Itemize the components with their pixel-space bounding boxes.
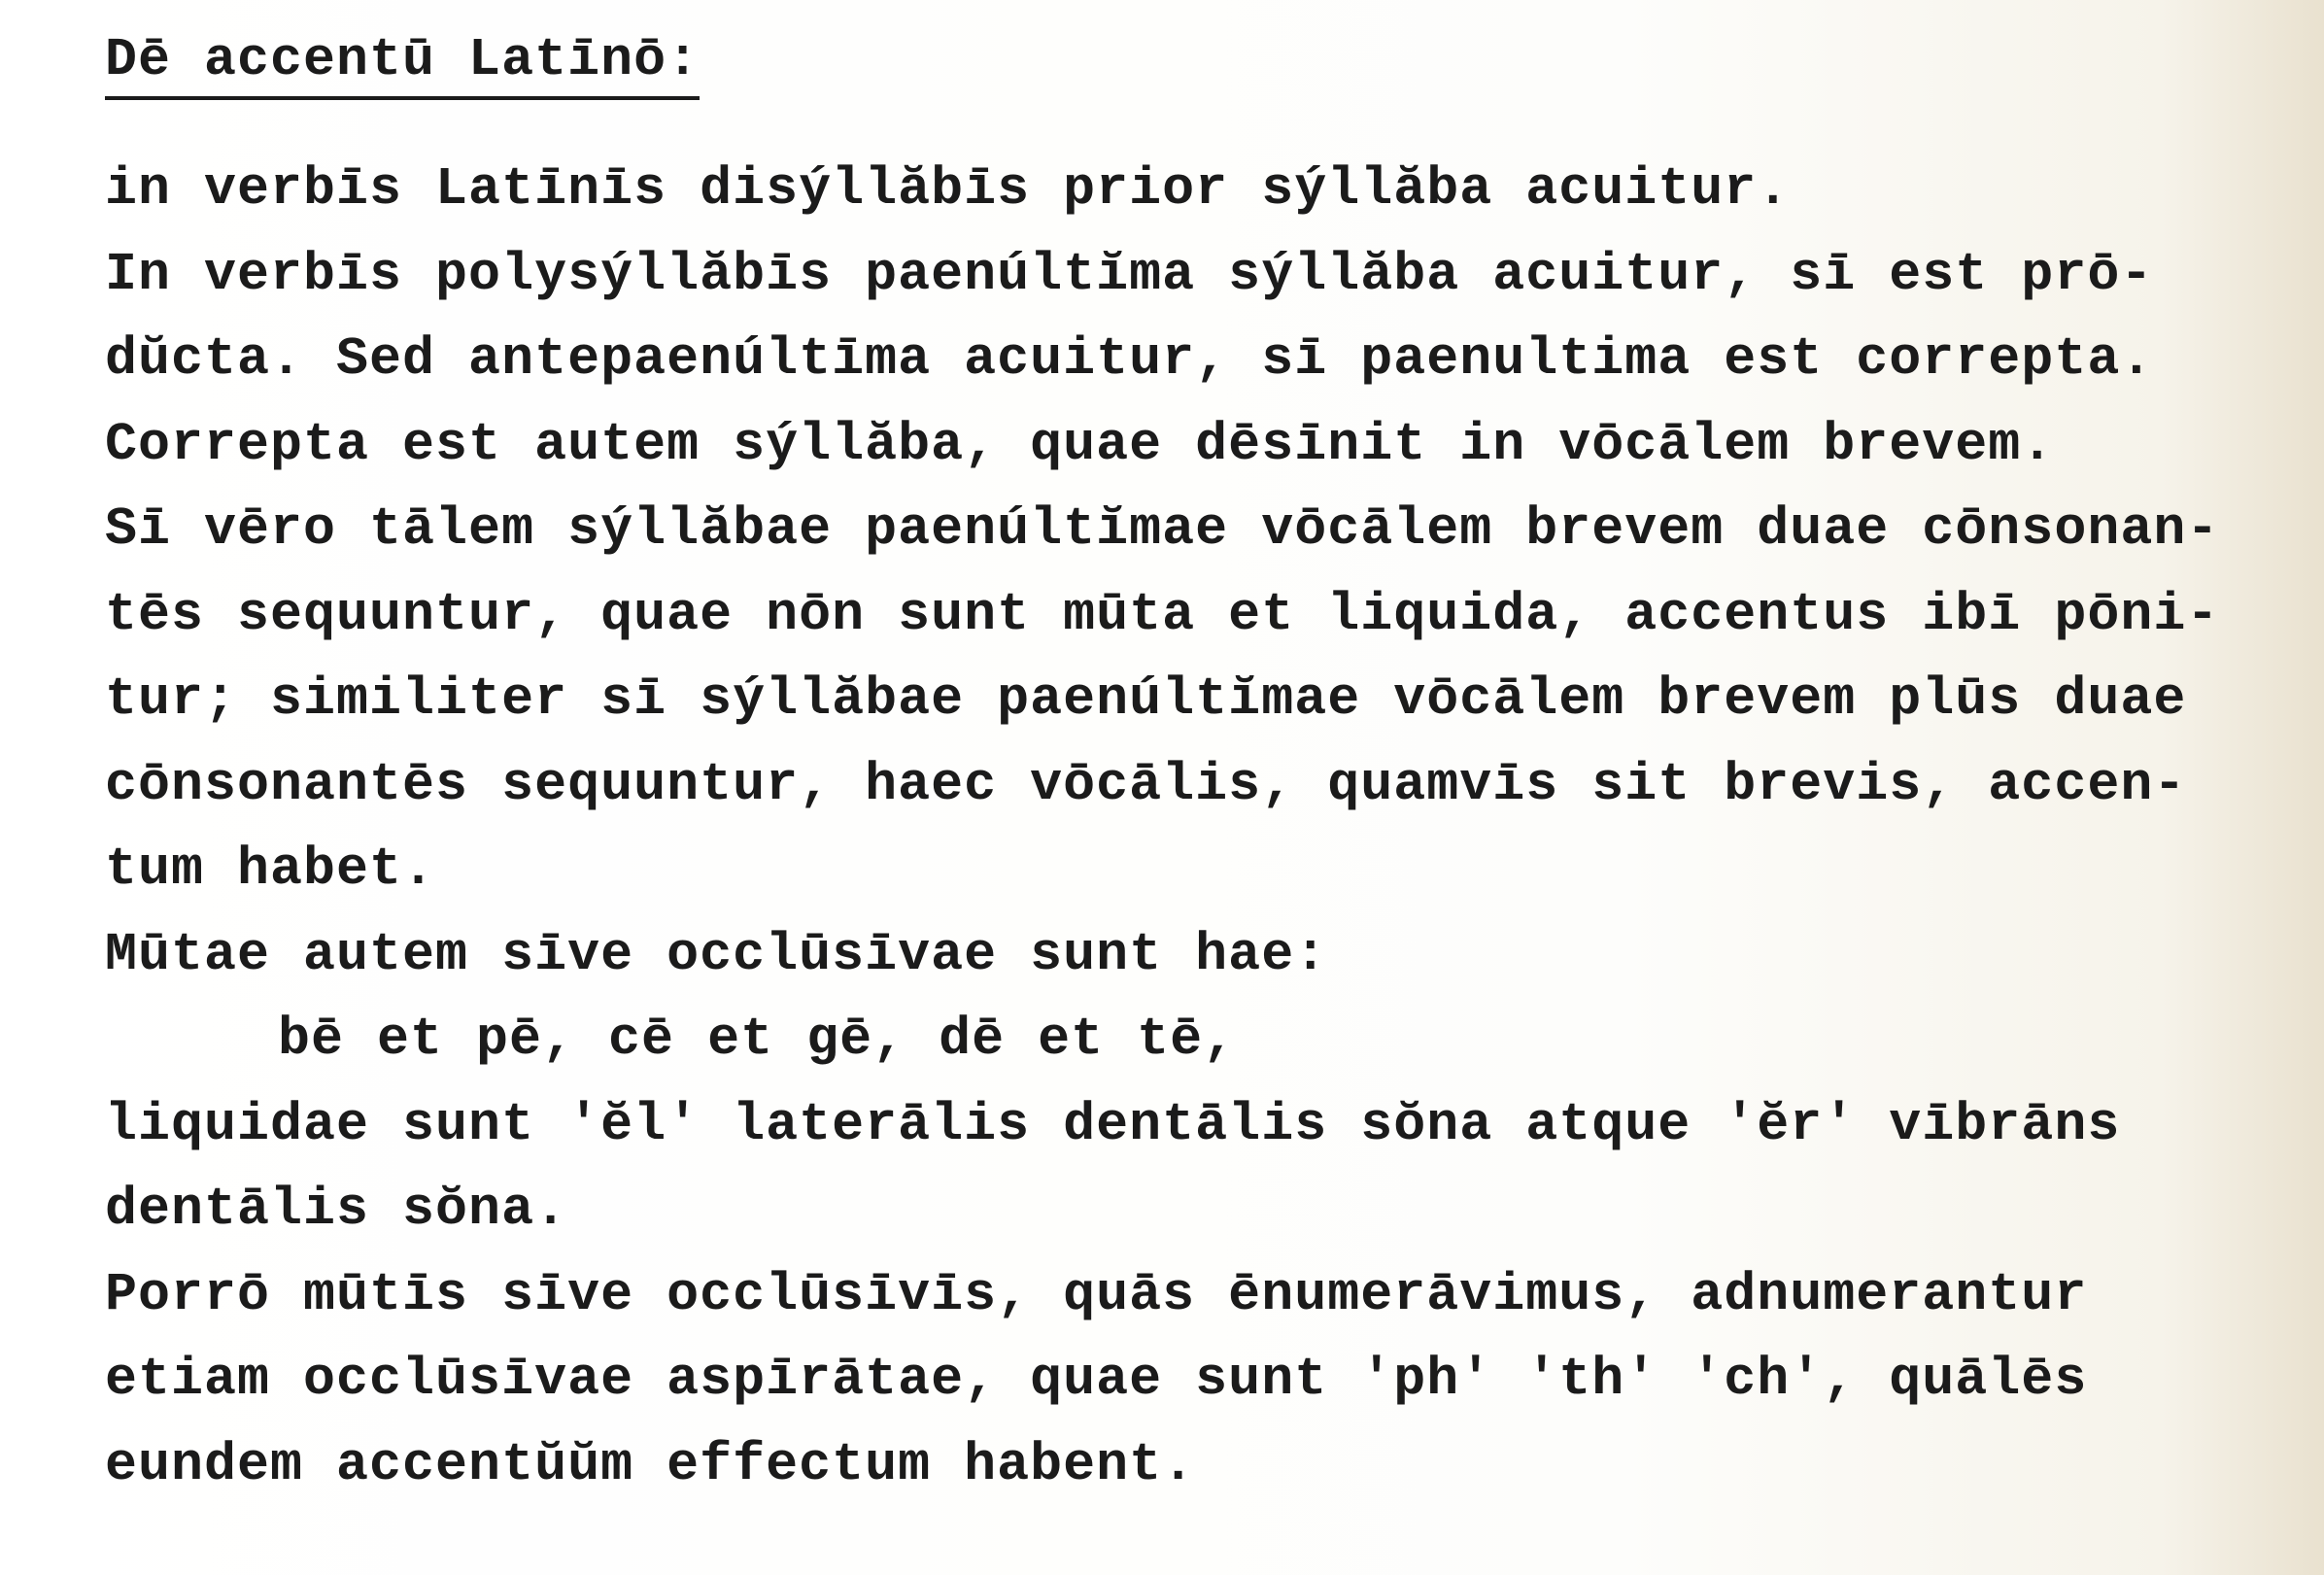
text-line: liquidae sunt 'ĕl' laterālis dentālis sŏna atque 'ĕr' vībrāns [105,1093,2121,1155]
typewritten-text [105,29,2291,1507]
text-line: Sī vēro tālem sýllăbae paenúltĭmae vōcālem brevem duae cōnsonan- [105,498,2220,560]
text-line: in verbīs Latīnīs disýllăbīs prior sýllăba acuitur. [105,158,1791,220]
text-line: tēs sequuntur, quae nōn sunt mūta et liquida, accentus ibī pōni- [105,583,2220,645]
text-line: eundem accentŭŭm effectum habent. [105,1433,1196,1495]
text-line: dŭcta. Sed antepaenúltīma acuitur, sī paenultima est correpta. [105,328,2154,390]
indented-text-line: bē et pē, cē et gē, dē et tē, [278,1009,1237,1070]
text-line: cōnsonantēs sequuntur, haec vōcālis, quamvīs sit brevis, accen- [105,753,2187,815]
text-line: Correpta est autem sýllăba, quae dēsīnit in vōcālem brevem. [105,413,2055,475]
text-line: dentālis sŏna. [105,1179,568,1240]
text-line: In verbīs polysýllăbīs paenúltĭma sýllăba acuitur, sī est prō- [105,243,2154,305]
text-line: etiam occlūsīvae aspīrātae, quae sunt 'ph' 'th' 'ch', quālēs [105,1349,2088,1410]
document-title: Dē accentū Latīnō: [105,30,700,100]
text-line: tur; similiter sī sýllăbae paenúltĭmae vōcālem brevem plūs duae [105,668,2187,730]
text-line: tum habet. [105,839,436,900]
text-line: Mūtae autem sīve occlūsīvae sunt hae: [105,923,1328,985]
text-line: Porrō mūtīs sīve occlūsīvīs, quās ēnumerāvimus, adnumerantur [105,1263,2088,1325]
